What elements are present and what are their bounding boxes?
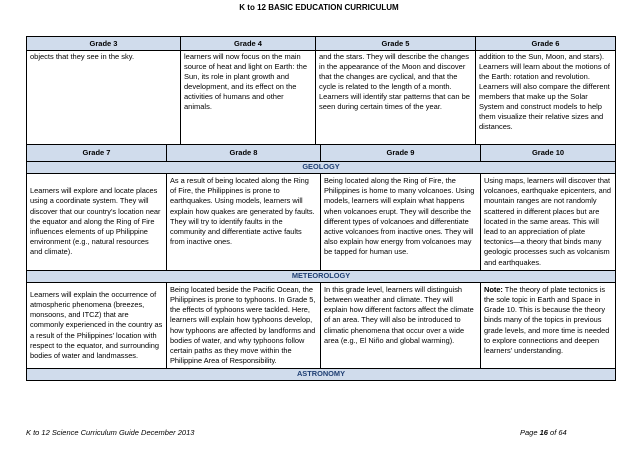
column-header-grade-9: Grade 9 (321, 145, 481, 162)
note-label: Note: (484, 284, 503, 294)
page-title: K to 12 BASIC EDUCATION CURRICULUM (239, 3, 399, 12)
table-row (27, 173, 616, 270)
page-current: 16 (539, 428, 548, 437)
column-header-grade-3: Grade 3 (27, 37, 181, 51)
bottom-grade-table (26, 144, 616, 381)
column-header-grade-4: Grade 4 (181, 37, 316, 51)
cell-grade-4: learners will now focus on the main source of heat and light on Earth: the Sun, its role in plant growth and development, and its effect on the activities of humans and other animals. (181, 51, 316, 154)
column-header-grade-6: Grade 6 (476, 37, 616, 51)
footer-document-title: K to 12 Science Curriculum Guide December 2013 (26, 428, 195, 437)
top-header-row (27, 37, 616, 51)
cell-geology-grade-7: Learners will explore and locate places using a coordinate system. They will discover that our country’s location near the equator and along the Ring of Fire influences elements of up Philippine environment (e.g., natural resources and climate). (27, 173, 167, 270)
top-grade-table (26, 36, 616, 154)
cell-grade-3: objects that they see in the sky. (27, 51, 181, 154)
page-prefix: Page (520, 428, 540, 437)
column-header-grade-7: Grade 7 (27, 145, 167, 162)
column-header-grade-5: Grade 5 (316, 37, 476, 51)
cell-grade-6: addition to the Sun, Moon, and stars). Learners will learn about the motions of the Earth: rotation and revolution. Learners will also compare the different members that make up the Solar System and construct models to help them visualize their relative sizes and distances. (476, 51, 616, 154)
cell-meteorology-grade-9: In this grade level, learners will distinguish between weather and climate. They will explain how different factors affect the climate of an area. They will also be introduced to climatic phenomena that occur over a wide area (e.g., El Niño and global warming). (321, 282, 481, 369)
section-label-meteorology: METEOROLOGY (27, 270, 616, 282)
footer-page-number (520, 428, 567, 437)
column-header-grade-10: Grade 10 (481, 145, 616, 162)
table-row (27, 51, 616, 154)
cell-geology-grade-9: Being located along the Ring of Fire, the Philippines is home to many volcanoes. Using models, learners will explain what happens when volcanoes erupt. They will describe the different types of volcanoes and differentiate active volcanoes from inactive ones. They will also explain how energy from volcanoes may be tapped for human use. (321, 173, 481, 270)
section-row-geology (27, 162, 616, 174)
cell-grade-5: and the stars. They will describe the changes in the appearance of the Moon and discover that the changes are cyclical, and that the cycle is related to the length of a month. Learners will identify star patterns that can be seen during certain times of the year. (316, 51, 476, 154)
section-row-meteorology (27, 270, 616, 282)
section-label-astronomy: ASTRONOMY (27, 369, 616, 381)
cell-meteorology-grade-10 (481, 282, 616, 369)
cell-meteorology-grade-7: Learners will explain the occurrence of atmospheric phenomena (breezes, monsoons, and ITCZ) that are commonly experienced in the country as a result of the Philippines’ location with respect to the equator, and surrounding bodies of water and landmasses. (27, 282, 167, 369)
column-header-grade-8: Grade 8 (167, 145, 321, 162)
cell-geology-grade-8: As a result of being located along the Ring of Fire, the Philippines is prone to earthquakes. Using models, learners will explain how quakes are generated by faults. They will try to identify faults in the community and differentiate active faults from inactive ones. (167, 173, 321, 270)
section-label-geology: GEOLOGY (27, 162, 616, 174)
table-row (27, 282, 616, 369)
page-suffix: of 64 (547, 428, 567, 437)
cell-geology-grade-10: Using maps, learners will discover that volcanoes, earthquake epicenters, and mountain ranges are not randomly scattered in different places but are located in the same areas. This will lead to an appreciation of plate tectonics—a theory that binds many geologic processes such as volcanism and earthquakes. (481, 173, 616, 270)
note-text: The theory of plate tectonics is the sole topic in Earth and Space in Grade 10. This is because the theory binds many of the topics in previous grade levels, and more time is needed to explore connections and deepen learners’ understanding. (484, 284, 610, 356)
section-row-astronomy (27, 369, 616, 381)
cell-meteorology-grade-8: Being located beside the Pacific Ocean, the Philippines is prone to typhoons. In Grade 5, the effects of typhoons were tackled. Here, learners will explain how typhoons develop, how typhoons are affected by landforms and bodies of water, and why typhoons follow certain paths as they move within the Philippine Area of Responsibility. (167, 282, 321, 369)
bottom-header-row (27, 145, 616, 162)
